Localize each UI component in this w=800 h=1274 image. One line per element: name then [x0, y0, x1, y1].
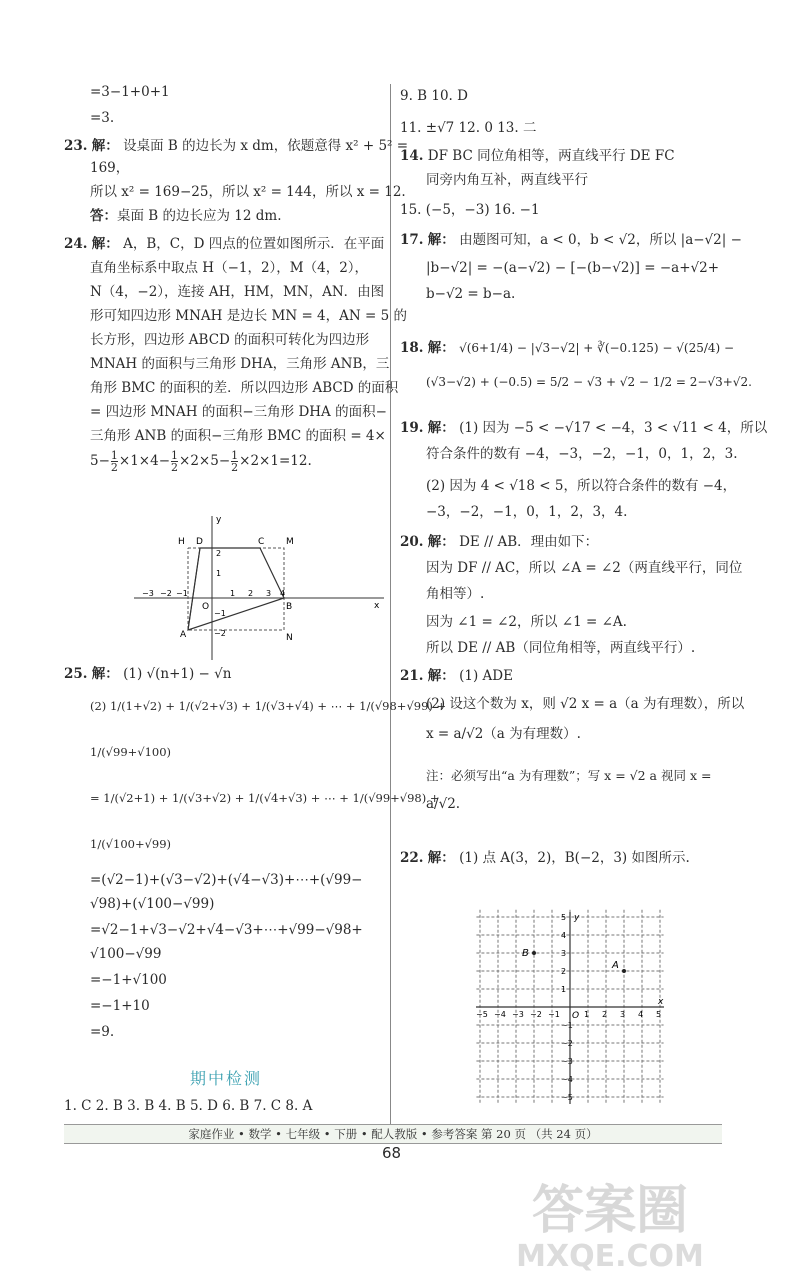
q-number: 14. — [400, 148, 424, 164]
fraction: $\frac{1}{2}$ — [110, 449, 118, 474]
label-x: x — [658, 997, 664, 1007]
page-number: 68 — [382, 1144, 402, 1162]
text: a/√2. — [426, 796, 461, 812]
fraction: $\frac{1}{2}$ — [231, 449, 239, 474]
label-b: B — [522, 948, 529, 959]
tick: −2 — [214, 629, 226, 638]
label-y: y — [216, 515, 222, 525]
text: |b−√2| = −(a−√2) − [−(b−√2)] = −a+√2+ — [426, 260, 720, 276]
answer-line — [400, 146, 675, 166]
y-tick: 3 — [561, 949, 567, 958]
text: x = a/√2（a 为有理数）. — [426, 726, 581, 742]
q21: 21. 解： (1) ADE — [400, 668, 513, 684]
x-tick: −3 — [512, 1010, 524, 1019]
q17: 17. 解： 由题图可知，a < 0，b < √2，所以 |a−√2| − — [400, 232, 742, 248]
text: N（4，−2），连接 AH，HM，MN，AN．由图 — [90, 284, 385, 300]
tick: 1 — [230, 589, 236, 598]
watermark-text: 答案圈 — [531, 1181, 689, 1241]
q24 — [64, 234, 384, 254]
label-b: B — [286, 602, 293, 612]
label-o: O — [202, 602, 210, 612]
y-tick: −5 — [561, 1093, 573, 1102]
text: −3，−2，−1，0，1，2，3，4. — [426, 504, 628, 520]
text: √100−√99 — [90, 946, 162, 962]
text: 直角坐标系中取点 H（−1，2），M（4，2）， — [90, 260, 369, 276]
text: 169， — [90, 160, 130, 176]
y-tick: 4 — [561, 931, 567, 940]
eq-line: =3. — [90, 110, 115, 126]
text: (1) √(n+1) − √n — [123, 666, 232, 682]
label-m: M — [286, 537, 294, 547]
text: ×2×1=12. — [239, 453, 312, 469]
tick: 4 — [280, 589, 286, 598]
answer-label: 答： — [90, 208, 117, 224]
tick: 3 — [266, 589, 272, 598]
tick: −3 — [142, 589, 154, 598]
x-tick: 4 — [638, 1010, 644, 1019]
x-tick: −1 — [548, 1010, 560, 1019]
multiple-choice-answers: 1. C 2. B 3. B 4. B 5. D 6. B 7. C 8. A — [64, 1098, 313, 1114]
fraction: $\frac{1}{2}$ — [171, 449, 179, 474]
answer-line: 9. B 10. D — [400, 88, 468, 104]
text: 同旁内角互补，两直线平行 — [426, 172, 588, 188]
watermark-url: MXQE.COM — [516, 1239, 704, 1274]
y-tick: 1 — [561, 985, 567, 994]
text: 长方形，四边形 ABCD 的面积可转化为四边形 — [90, 332, 370, 348]
text: (2) 设这个数为 x，则 √2 x = a（a 为有理数），所以 — [426, 696, 745, 712]
text: =−1+10 — [90, 998, 150, 1014]
segment — [188, 548, 200, 630]
x-tick: −5 — [476, 1010, 488, 1019]
q25 — [64, 664, 231, 684]
text: 1/(√99+√100) — [90, 745, 172, 759]
text: 因为 DF // AC，所以 ∠A = ∠2（两直线平行，同位 — [426, 560, 743, 576]
text: =√2−1+√3−√2+√4−√3+⋯+√99−√98+ — [90, 922, 363, 938]
text: A，B，C，D 四点的位置如图所示．在平面 — [123, 236, 385, 252]
q18: 18. 解： √(6+1/4) − |√3−√2| + ∛(−0.125) − √(25/4) − — [400, 340, 735, 356]
label-d: D — [196, 537, 203, 547]
x-tick: 2 — [602, 1010, 608, 1019]
text: 所以 x² = 169−25，所以 x² = 144，所以 x = 12. — [90, 184, 406, 200]
text: √98)+(√100−√99) — [90, 896, 215, 912]
label-c: C — [258, 537, 265, 547]
footer-bar: 家庭作业 • 数学 • 七年级 • 下册 • 配人教版 • 参考答案 第 20 页 （共 24 页） — [64, 1124, 722, 1144]
x-tick: −2 — [530, 1010, 542, 1019]
text: 1/(√100+√99) — [90, 837, 172, 851]
y-tick: −1 — [561, 1021, 573, 1030]
y-tick: 2 — [561, 967, 567, 976]
text: =(√2−1)+(√3−√2)+(√4−√3)+⋯+(√99− — [90, 872, 363, 888]
text: 角形 BMC 的面积的差．所以四边形 ABCD 的面积 — [90, 380, 399, 396]
tick: 1 — [216, 569, 222, 578]
text: 形可知四边形 MNAH 是边长 MN = 4，AN = 5 的 — [90, 308, 407, 324]
area-formula — [90, 450, 312, 473]
tick: 2 — [216, 549, 222, 558]
answer-line — [90, 206, 282, 226]
text: (√3−√2) + (−0.5) = 5/2 − √3 + √2 − 1/2 = 2−√3+√2. — [426, 375, 752, 389]
section-title: 期中检测 — [190, 1069, 263, 1088]
y-tick: −3 — [561, 1057, 573, 1066]
text: 5− — [90, 453, 110, 469]
text: =9. — [90, 1024, 115, 1040]
tick: −1 — [176, 589, 188, 598]
text: MNAH 的面积与三角形 DHA，三角形 ANB，三 — [90, 356, 390, 372]
text: 符合条件的数有 −4，−3，−2，−1，0，1，2，3. — [426, 446, 738, 462]
q-head: 解： — [91, 666, 119, 682]
text: ×2×5− — [179, 453, 231, 469]
x-tick: 3 — [620, 1010, 626, 1019]
text: 所以 DE // AB（同位角相等，两直线平行）. — [426, 640, 696, 656]
label-x: x — [374, 601, 380, 611]
q-number: 23. — [64, 138, 88, 154]
text: DF BC 同位角相等，两直线平行 DE FC — [427, 148, 675, 164]
q-head: 解： — [91, 138, 119, 154]
text: ×1×4− — [118, 453, 171, 469]
text: = 四边形 MNAH 的面积−三角形 DHA 的面积− — [90, 404, 387, 420]
text: 因为 ∠1 = ∠2，所以 ∠1 = ∠A. — [426, 614, 627, 630]
text: = 1/(√2+1) + 1/(√3+√2) + 1/(√4+√3) + ⋯ + 1/(√99+√98) + — [90, 791, 440, 805]
text: 设桌面 B 的边长为 x dm，依题意得 x² + 5² = — [123, 138, 409, 154]
label-h: H — [178, 537, 185, 547]
text: 角相等）. — [426, 586, 485, 602]
tick: −2 — [160, 589, 172, 598]
q-number: 24. — [64, 236, 88, 252]
x-tick: 1 — [584, 1010, 590, 1019]
label-n: N — [286, 633, 293, 643]
answer-line: 15. (−5，−3) 16. −1 — [400, 202, 540, 218]
point-a — [622, 969, 626, 973]
text: (2) 因为 4 < √18 < 5，所以符合条件的数有 −4， — [426, 478, 737, 494]
tick: 2 — [248, 589, 254, 598]
q20: 20. 解： DE // AB．理由如下： — [400, 534, 599, 550]
label-a: A — [612, 960, 619, 971]
label-y: y — [574, 913, 580, 923]
y-tick: −4 — [561, 1075, 573, 1084]
tick: −1 — [214, 609, 226, 618]
q-number: 25. — [64, 666, 88, 682]
answer-line: 11. ±√7 12. 0 13. 二 — [400, 120, 537, 136]
q22: 22. 解： (1) 点 A(3，2)，B(−2，3) 如图所示. — [400, 850, 690, 866]
y-tick: 5 — [561, 913, 567, 922]
quadrilateral-figure — [134, 512, 394, 662]
point-b — [532, 951, 536, 955]
coordinate-grid — [472, 908, 668, 1106]
eq-line: =3−1+0+1 — [90, 84, 170, 100]
x-tick: −4 — [494, 1010, 506, 1019]
watermark — [420, 1170, 800, 1274]
text: 桌面 B 的边长应为 12 dm. — [117, 208, 282, 224]
text: =−1+√100 — [90, 972, 167, 988]
text: 三角形 ANB 的面积−三角形 BMC 的面积 = 4× — [90, 428, 386, 444]
label-o: O — [572, 1011, 580, 1021]
text: b−√2 = b−a. — [426, 286, 516, 302]
note: 注：必须写出“a 为有理数”；写 x = √2 a 视同 x = — [426, 768, 712, 783]
y-tick: −2 — [561, 1039, 573, 1048]
label-a: A — [180, 630, 187, 640]
q-head: 解： — [91, 236, 119, 252]
q23 — [64, 136, 408, 156]
text: (2) 1/(1+√2) + 1/(√2+√3) + 1/(√3+√4) + ⋯ + 1/(√98+√99) + — [90, 699, 447, 713]
q19: 19. 解： (1) 因为 −5 < −√17 < −4，3 < √11 < 4，所以 — [400, 420, 768, 436]
x-tick: 5 — [656, 1010, 662, 1019]
